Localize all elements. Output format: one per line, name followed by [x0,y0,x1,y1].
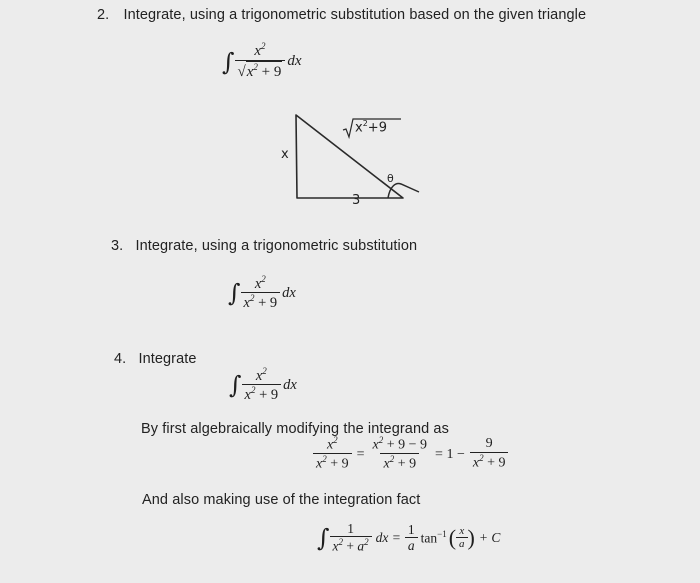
p4-numerator: $x^2$ [255,366,267,384]
p4-denominator: $x^2 + 9$ [242,384,282,404]
identity-frac2-num: $x^2 + 9 - 9$ [372,435,428,453]
modify-text: By first algebraically modifying the integrand as [141,421,449,437]
arctan: $\tan^{-1}$ [420,529,447,546]
algebraic-identity [313,436,508,473]
p3-numerator: $x^2$ [254,274,266,292]
problem-4-heading [114,351,197,367]
problem-4-number: 4. [114,351,127,367]
equals-sign-1: = [356,446,365,462]
problem-2-text: Integrate, using a trigonometric substitution based on the given triangle [123,7,587,23]
p2-dx: dx [287,53,302,69]
fact-frac-den: $x^2 + a^2$ [330,536,372,554]
integral-sign: ∫ [228,279,241,308]
identity-frac1-num: $x^2$ [326,435,338,453]
angle-label: θ [387,172,394,185]
identity-frac3-num: 9 [485,436,493,452]
identity-frac1-den: $x^2 + 9$ [313,453,352,473]
hypotenuse-label: $x^2+9$ [355,119,387,136]
p3-dx: dx [282,284,296,301]
problem-2-number: 2. [97,7,110,23]
fact-coef-den: a [405,537,418,554]
equals-one-minus: = 1 − [435,446,465,462]
left-paren: ( [448,525,457,551]
problem-4-text: Integrate [138,351,197,367]
p3-denominator: $x^2 + 9$ [241,292,281,312]
arg-den: a [456,537,468,551]
fact-dx-equals: dx = [375,530,401,546]
problem-2-heading [97,7,586,23]
plus-constant: + C [478,530,501,546]
fact-frac-num: 1 [347,521,354,536]
problem-3-number: 3. [111,238,124,254]
opposite-label: x [281,147,289,162]
problem-2-integral [222,42,302,81]
problem-3-text: Integrate, using a trigonometric substitution [135,238,418,254]
fact-coef-num: 1 [407,521,415,537]
integral-sign: ∫ [317,524,330,553]
problem-4-integral [229,367,297,404]
p4-dx: dx [283,376,297,393]
adjacent-label: 3 [352,193,361,208]
identity-frac3-den: $x^2 + 9$ [470,452,509,472]
identity-frac2-den: $x^2 + 9$ [380,453,419,473]
integral-sign: ∫ [229,371,242,400]
arg-num: x [459,524,465,537]
integral-sign: ∫ [222,47,235,76]
p2-denominator: $√x^2 + 9$ [235,60,286,81]
right-paren: ) [467,525,475,551]
problem-3-integral [228,275,296,312]
integration-fact [317,522,500,554]
p2-numerator: $x^2$ [254,41,266,59]
fact-text: And also making use of the integration fact [142,492,421,508]
problem-3-heading [111,238,417,254]
